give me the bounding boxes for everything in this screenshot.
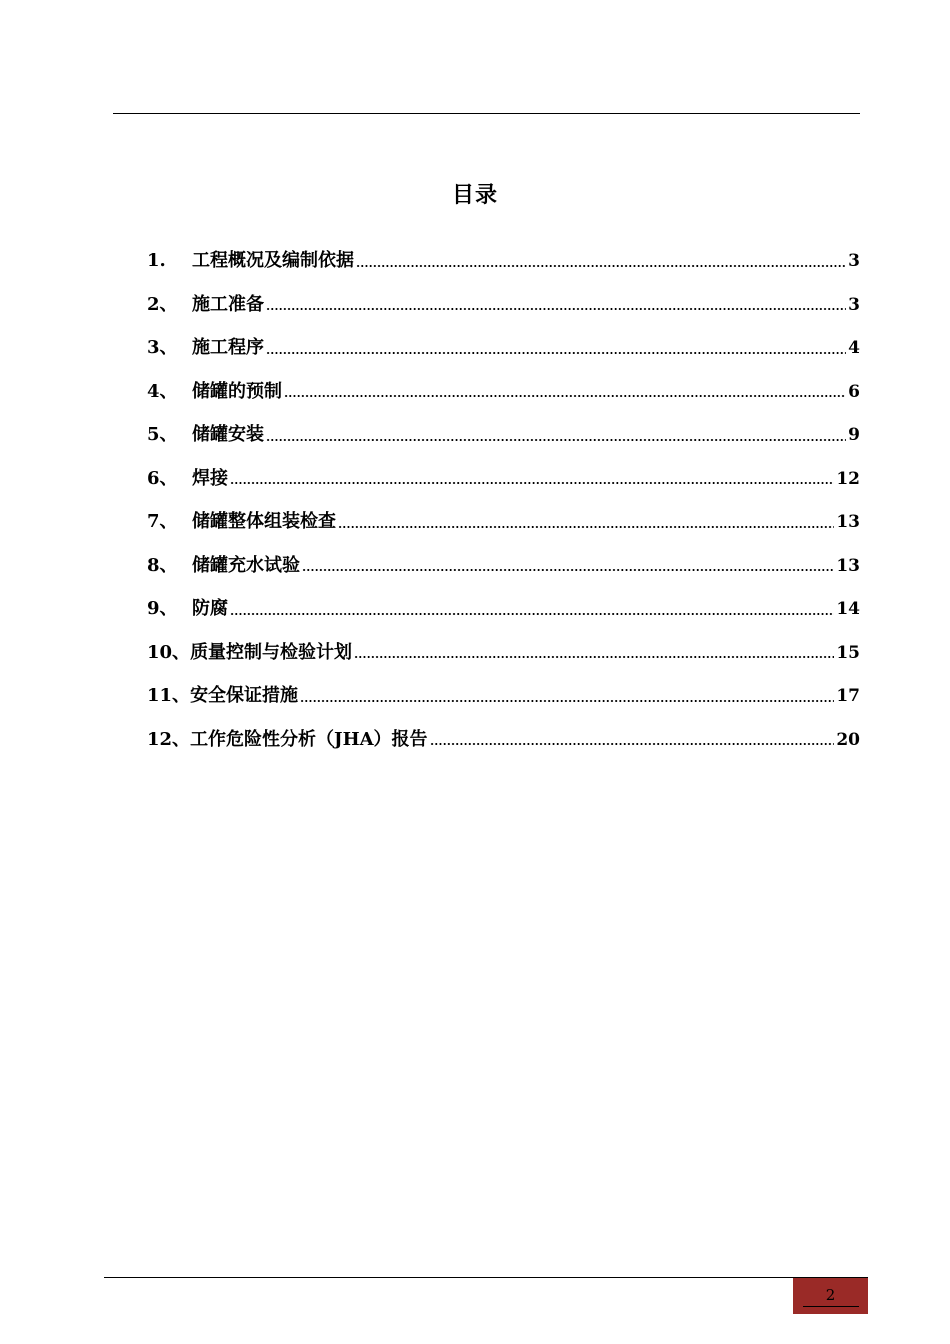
toc-title: 目录 — [451, 183, 498, 208]
toc-entry-number: 4、 — [147, 380, 178, 402]
toc-dot-leader — [266, 293, 846, 311]
toc-entry-number: 10、 — [147, 641, 191, 663]
toc-dot-leader — [230, 467, 834, 485]
toc-entry-5[interactable] — [147, 420, 860, 464]
toc-entry-text: 防腐 — [192, 598, 228, 619]
toc-entry-page: 14 — [836, 599, 860, 619]
toc-entry-page: 13 — [836, 555, 860, 576]
toc-dot-leader — [266, 424, 846, 442]
toc-entry-text: 质量控制与检验计划 — [190, 641, 353, 663]
toc-dot-leader — [354, 641, 834, 659]
toc-entry-text: 储罐的预制 — [192, 380, 282, 402]
page-number-underline — [803, 1306, 859, 1307]
toc-entry-2[interactable] — [147, 290, 860, 334]
toc-entry-page: 9 — [848, 425, 860, 445]
toc-dot-leader — [284, 380, 846, 398]
toc-entry-number: 8、 — [147, 554, 178, 576]
toc-entry-page: 6 — [848, 381, 860, 402]
toc-entry-number: 9、 — [147, 598, 178, 619]
toc-entry-8[interactable] — [147, 551, 860, 595]
toc-entry-page: 3 — [848, 294, 860, 315]
toc-dot-leader — [266, 337, 846, 355]
toc-entry-10[interactable] — [147, 638, 860, 682]
toc-entry-number: 11、 — [147, 685, 191, 706]
toc-entry-page: 4 — [848, 338, 860, 358]
toc-entry-9[interactable] — [147, 594, 860, 638]
toc-entry-11[interactable] — [147, 681, 860, 725]
toc-entry-text: 储罐充水试验 — [192, 554, 300, 576]
toc-dot-leader — [230, 598, 834, 616]
toc-entry-number: 12、 — [147, 728, 191, 750]
toc-entry-number: 7、 — [147, 511, 178, 532]
toc-entry-number: 1. — [147, 250, 166, 271]
page-number: 2 — [825, 1286, 836, 1304]
toc-entry-text: 工作危险性分析（JHA）报告 — [190, 728, 428, 750]
toc-entry-number: 5、 — [147, 424, 178, 445]
toc-entry-number: 2、 — [147, 293, 178, 315]
toc-entry-page: 20 — [836, 729, 860, 750]
toc-entry-page: 13 — [836, 512, 860, 532]
toc-dot-leader — [302, 554, 834, 572]
toc-entry-page: 15 — [836, 642, 860, 663]
toc-entry-page: 3 — [848, 251, 860, 271]
toc-entry-1[interactable] — [147, 246, 860, 290]
toc-entry-4[interactable] — [147, 377, 860, 421]
toc-entry-text: 施工程序 — [192, 337, 264, 358]
toc-dot-leader — [356, 250, 846, 268]
toc-dot-leader — [430, 728, 835, 746]
toc-entry-text: 安全保证措施 — [190, 685, 299, 706]
toc-entry-12[interactable] — [147, 725, 860, 769]
toc-entry-page: 12 — [836, 468, 860, 489]
toc-entry-text: 焊接 — [192, 467, 228, 489]
toc-entry-text: 储罐安装 — [192, 424, 264, 445]
toc-entry-number: 3、 — [147, 337, 178, 358]
toc-entry-number: 6、 — [147, 467, 178, 489]
toc-entry-text: 储罐整体组装检查 — [192, 511, 336, 532]
header-rule — [113, 113, 860, 114]
toc-dot-leader — [300, 685, 834, 703]
toc-entry-7[interactable] — [147, 507, 860, 551]
toc-entry-text: 施工准备 — [192, 293, 264, 315]
toc-entry-6[interactable] — [147, 464, 860, 508]
footer-rule — [104, 1277, 868, 1278]
toc-entry-text: 工程概况及编制依据 — [192, 250, 354, 271]
table-of-contents — [147, 246, 860, 768]
toc-entry-page: 17 — [836, 686, 860, 706]
toc-dot-leader — [338, 511, 834, 529]
toc-entry-3[interactable] — [147, 333, 860, 377]
